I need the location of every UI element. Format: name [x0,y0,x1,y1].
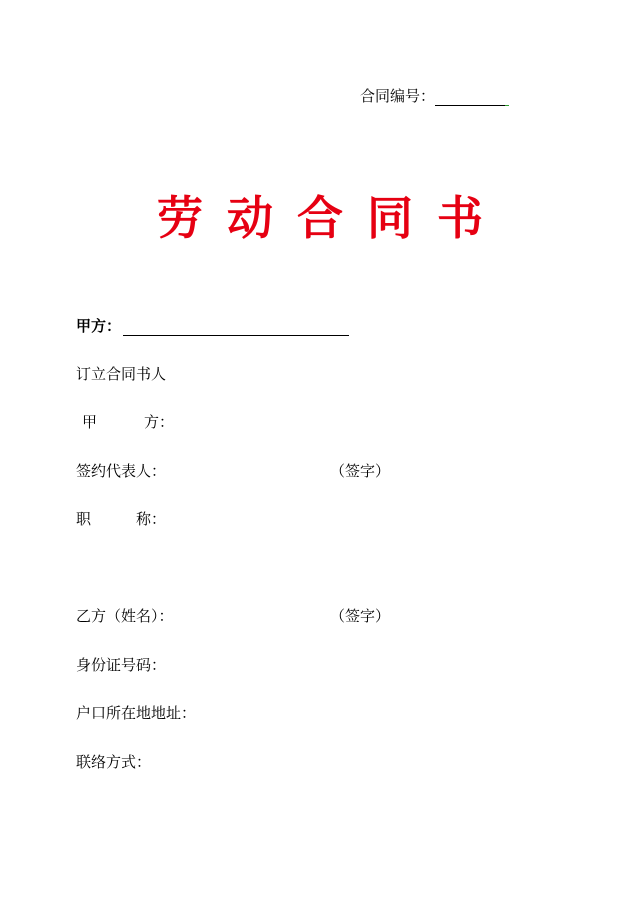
party-a-char1: 甲 [82,413,98,431]
position-char2: 称： [136,510,167,528]
contract-number-label: 合同编号： [360,87,436,105]
party-a-header-label: 甲方： [76,317,122,335]
contract-number [360,86,507,106]
party-a-header-blank[interactable] [123,319,349,336]
position-char1: 职 [76,510,92,528]
party-a-header [76,316,349,336]
representative-label: 签约代表人： [76,462,167,480]
contact-label: 联络方式： [76,753,152,771]
party-b-sign-note: （签字） [330,607,391,625]
contract-number-blank[interactable] [435,89,507,106]
party-b-name-label: 乙方（姓名）： [76,607,174,625]
address-label: 户口所在地地址： [76,704,197,722]
party-a-char2: 方： [144,413,175,431]
signatory-heading: 订立合同书人 [76,365,167,383]
position-line [76,509,166,529]
id-number-label: 身份证号码： [76,656,167,674]
document-title: 劳动合同书 [157,191,507,245]
representative-sign-note: （签字） [330,462,391,480]
party-a-line [82,412,174,432]
